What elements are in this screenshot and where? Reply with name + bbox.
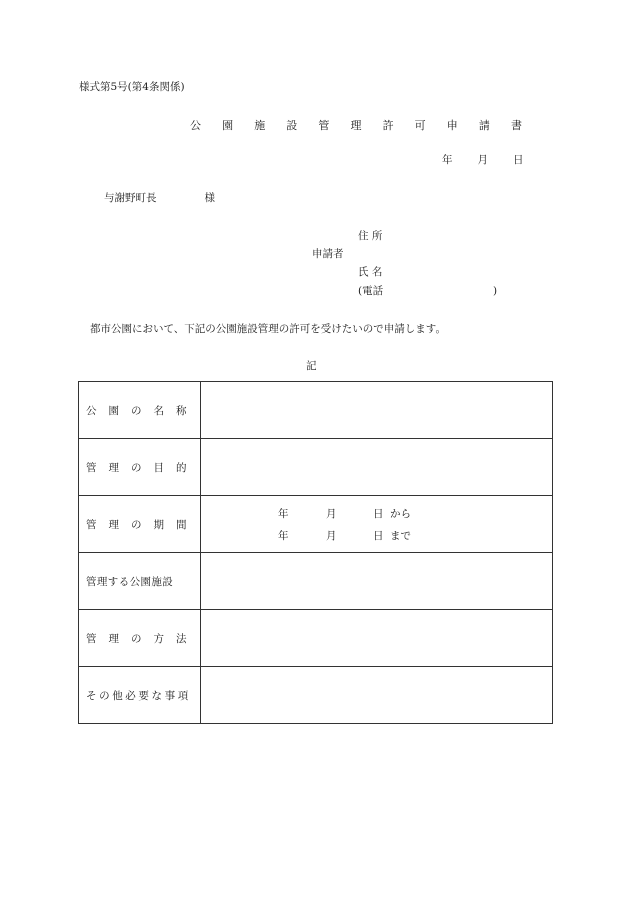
addressee-honorific: 様 — [204, 192, 215, 204]
period-label: 管理の期間 — [79, 496, 201, 553]
document-title: 公 園 施 設 管 理 許 可 申 請 書 — [190, 119, 531, 132]
table-row — [79, 553, 553, 610]
table-row — [79, 610, 553, 667]
other-field[interactable] — [201, 667, 553, 724]
phone-close-paren: ) — [493, 285, 498, 297]
addressee-name: 与謝野町長 — [104, 192, 157, 204]
table-row — [79, 439, 553, 496]
name-label: 氏 名 — [358, 266, 383, 278]
period-to: まで — [390, 530, 411, 542]
facility-field[interactable] — [201, 553, 553, 610]
addressee — [104, 193, 215, 204]
application-date — [442, 155, 524, 166]
period-end-day: 日 — [373, 530, 384, 542]
date-year-label: 年 — [442, 154, 453, 166]
purpose-field[interactable] — [201, 439, 553, 496]
period-from: から — [390, 508, 411, 520]
form-number: 様式第5号(第4条関係) — [79, 81, 185, 93]
details-table — [78, 381, 553, 724]
method-field[interactable] — [201, 610, 553, 667]
request-statement: 都市公園において、下記の公園施設管理の許可を受けたいので申請します。 — [90, 323, 446, 335]
applicant-label: 申請者 — [312, 248, 344, 260]
date-day-label: 日 — [513, 154, 524, 166]
purpose-label: 管理の目的 — [79, 439, 201, 496]
park-name-label: 公園の名称 — [79, 382, 201, 439]
method-label: 管理の方法 — [79, 610, 201, 667]
phone-label: (電話 — [358, 285, 384, 297]
period-end-year: 年 — [278, 530, 289, 542]
period-end-month: 月 — [326, 530, 337, 542]
table-row — [79, 496, 553, 553]
table-row — [79, 667, 553, 724]
date-month-label: 月 — [477, 154, 488, 166]
period-start — [278, 509, 411, 520]
period-start-month: 月 — [326, 508, 337, 520]
period-field[interactable] — [201, 496, 553, 553]
table-row — [79, 382, 553, 439]
other-label: その他必要な事項 — [79, 667, 201, 724]
ki-heading: 記 — [306, 360, 317, 372]
address-label: 住 所 — [358, 230, 383, 242]
facility-label: 管理する公園施設 — [79, 553, 201, 610]
period-end — [278, 531, 411, 542]
park-name-field[interactable] — [201, 382, 553, 439]
period-start-year: 年 — [278, 508, 289, 520]
period-start-day: 日 — [373, 508, 384, 520]
